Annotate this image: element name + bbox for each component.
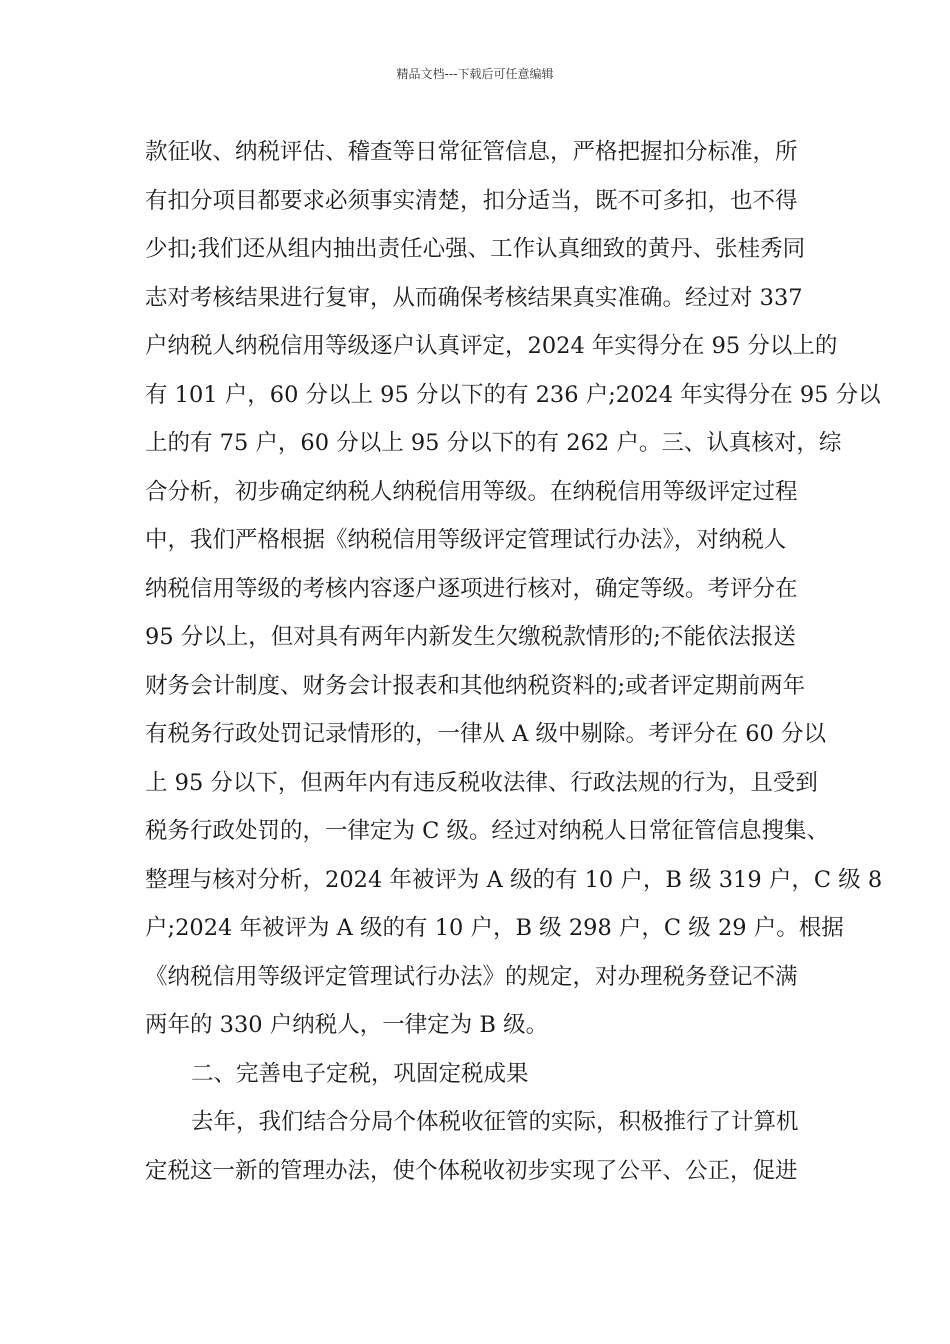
text-line: 上的有 75 户，60 分以上 95 分以下的有 262 户。三、认真核对，综 xyxy=(145,430,842,456)
text-line: 款征收、纳税评估、稽查等日常征管信息，严格把握扣分标准，所 xyxy=(145,139,798,165)
text-line: 少扣;我们还从组内抽出责任心强、工作认真细致的黄丹、张桂秀同 xyxy=(145,236,806,262)
text-line: 纳税信用等级的考核内容逐户逐项进行核对，确定等级。考评分在 xyxy=(145,575,798,602)
text-line: 户;2024 年被评为 A 级的有 10 户，B 级 298 户，C 级 29 户。根据 xyxy=(145,915,844,941)
section-heading: 二、完善电子定税，巩固定税成果 xyxy=(191,1060,529,1087)
text-line: 税务行政处罚的，一律定为 C 级。经过对纳税人日常征管信息搜集、 xyxy=(145,818,830,844)
text-line: 整理与核对分析，2024 年被评为 A 级的有 10 户，B 级 319 户，C 级 8 xyxy=(145,866,883,893)
document-body xyxy=(145,128,883,1195)
text-line: 户纳税人纳税信用等级逐户认真评定，2024 年实得分在 95 分以上的 xyxy=(145,333,838,359)
text-line: 有 101 户，60 分以上 95 分以下的有 236 户;2024 年实得分在 95 分以 xyxy=(145,381,881,408)
text-line: 有税务行政处罚记录情形的，一律从 A 级中剔除。考评分在 60 分以 xyxy=(145,721,826,747)
text-line: 《纳税信用等级评定管理试行办法》的规定，对办理税务登记不满 xyxy=(145,963,798,990)
text-line: 定税这一新的管理办法，使个体税收初步实现了公平、公正，促进 xyxy=(145,1157,798,1184)
text-line: 上 95 分以下，但两年内有违反税收法律、行政法规的行为，且受到 xyxy=(145,769,818,796)
paragraph-first-line: 去年，我们结合分局个体税收征管的实际，积极推行了计算机 xyxy=(191,1109,799,1135)
text-line: 95 分以上，但对具有两年内新发生欠缴税款情形的;不能依法报送 xyxy=(145,624,796,650)
text-line: 两年的 330 户纳税人，一律定为 B 级。 xyxy=(145,1012,549,1038)
text-line: 财务会计制度、财务会计报表和其他纳税资料的;或者评定期前两年 xyxy=(145,672,806,699)
text-line: 有扣分项目都要求必须事实清楚，扣分适当，既不可多扣，也不得 xyxy=(145,187,798,214)
text-line: 合分析，初步确定纳税人纳税信用等级。在纳税信用等级评定过程 xyxy=(145,478,798,505)
page-header: 精品文档---下载后可任意编辑 xyxy=(396,67,554,81)
text-line: 志对考核结果进行复审，从而确保考核结果真实准确。经过对 337 xyxy=(145,284,803,311)
text-line: 中，我们严格根据《纳税信用等级评定管理试行办法》，对纳税人 xyxy=(145,527,787,553)
